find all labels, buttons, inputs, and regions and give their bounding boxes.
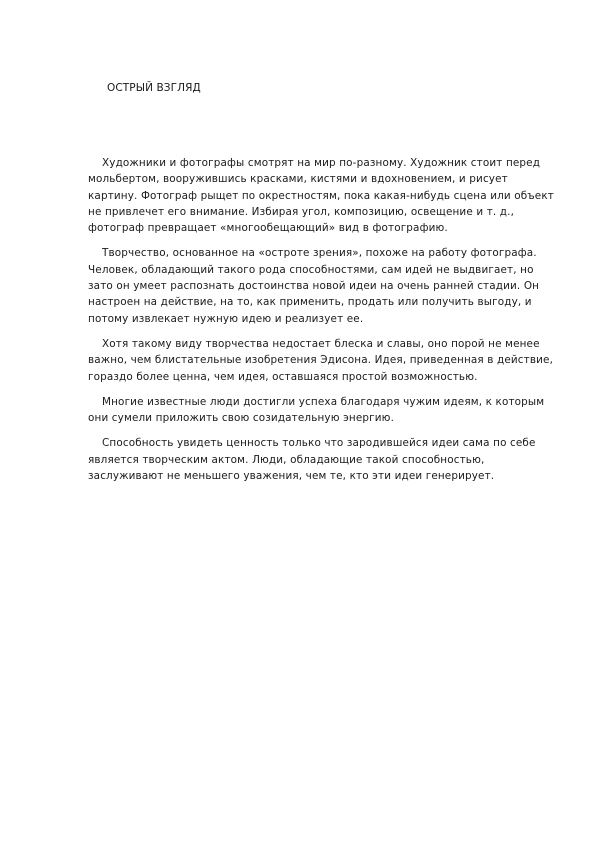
paragraph: Хотя такому виду творчества недостает блеска и славы, оно порой не менее важно, чем блистательные изобретения Эдисона. Идея, приведенная в действие, гораздо более ценна, чем идея, оставшаяся простой возможностью. — [88, 337, 554, 383]
document-title: ОСТРЫЙ ВЗГЛЯД — [107, 82, 201, 94]
paragraph: Многие известные люди достигли успеха благодаря чужим идеям, к которым они сумели приложить свою созидательную энергию. — [88, 395, 545, 425]
document-body — [88, 155, 554, 493]
paragraph: Художники и фотографы смотрят на мир по-разному. Художник стоит перед мольбертом, вооружившись красками, кистями и вдохновением, и рисует картину. Фотограф рыщет по окрестностям, пока какая-нибудь сцена или объект не привлечет его внимание. Избирая угол, композицию, освещение и т. д., фотограф превращает «многообещающий» вид в фотографию. — [88, 157, 554, 235]
paragraph: Творчество, основанное на «остроте зрения», похоже на работу фотографа. Человек, обладающий такого рода способностями, сам идей не выдвигает, но зато он умеет распознать достоинства новой идеи на очень ранней стадии. Он настроен на действие, на то, как применить, продать или получить выгоду, и потому извлекает нужную идею и реализует ее. — [88, 247, 540, 325]
paragraph: Способность увидеть ценность только что зародившейся идеи сама по себе является творческим актом. Люди, обладающие такой способностью, заслуживают не меньшего уважения, чем те, кто эти идеи генерирует. — [88, 437, 536, 483]
